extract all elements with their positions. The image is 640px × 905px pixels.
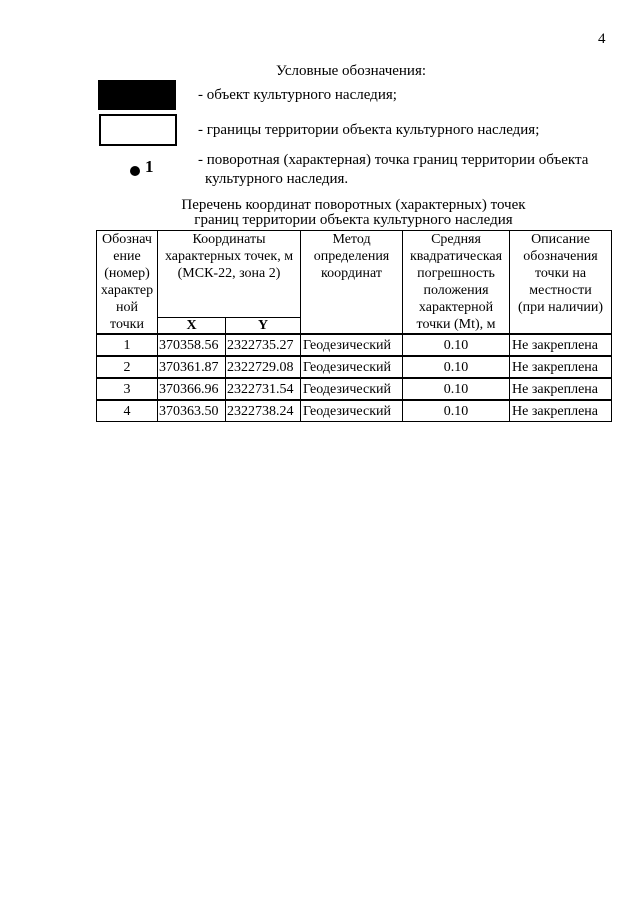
header-description: Описание обозначения точки на местности (при наличии) bbox=[510, 231, 612, 335]
cell-method: Геодезический bbox=[301, 400, 403, 422]
cell-x: 370361.87 bbox=[158, 356, 226, 378]
cell-method: Геодезический bbox=[301, 334, 403, 356]
legend-item-turning-point-line1: - поворотная (характерная) точка границ территории объекта bbox=[198, 152, 589, 168]
cell-point-number: 1 bbox=[97, 334, 158, 356]
cell-description: Не закреплена bbox=[510, 400, 612, 422]
legend-item-turning-point bbox=[198, 151, 608, 189]
cell-mt: 0.10 bbox=[403, 378, 510, 400]
table-row bbox=[97, 334, 612, 356]
cell-point-number: 3 bbox=[97, 378, 158, 400]
cell-x: 370363.50 bbox=[158, 400, 226, 422]
header-coordinates: Координаты характерных точек, м (МСК-22, зона 2) bbox=[158, 231, 301, 318]
cell-description: Не закреплена bbox=[510, 356, 612, 378]
cell-x: 370366.96 bbox=[158, 378, 226, 400]
header-x: X bbox=[158, 318, 226, 335]
cell-y: 2322735.27 bbox=[226, 334, 301, 356]
outlined-rectangle-icon bbox=[99, 114, 177, 146]
legend-item-turning-point-line2: культурного наследия. bbox=[205, 171, 349, 187]
table-caption bbox=[96, 198, 611, 228]
header-designation: Обознач ение (номер) характер ной точки bbox=[97, 231, 158, 335]
cell-method: Геодезический bbox=[301, 356, 403, 378]
table-caption-line1: Перечень координат поворотных (характерных) точек bbox=[181, 197, 526, 213]
header-error: Средняя квадратическая погрешность положения характерной точки (Mt), м bbox=[403, 231, 510, 335]
cell-y: 2322731.54 bbox=[226, 378, 301, 400]
cell-point-number: 4 bbox=[97, 400, 158, 422]
point-dot-icon bbox=[130, 166, 140, 176]
cell-mt: 0.10 bbox=[403, 334, 510, 356]
table-row bbox=[97, 356, 612, 378]
filled-rectangle-icon bbox=[98, 80, 176, 110]
header-method: Метод определения координат bbox=[301, 231, 403, 335]
coordinates-table bbox=[96, 230, 612, 422]
page-number: 4 bbox=[598, 31, 606, 47]
table-caption-line2: границ территории объекта культурного наследия bbox=[194, 212, 513, 228]
cell-y: 2322738.24 bbox=[226, 400, 301, 422]
cell-mt: 0.10 bbox=[403, 400, 510, 422]
cell-y: 2322729.08 bbox=[226, 356, 301, 378]
legend-title: Условные обозначения: bbox=[276, 63, 427, 79]
cell-description: Не закреплена bbox=[510, 378, 612, 400]
cell-method: Геодезический bbox=[301, 378, 403, 400]
point-marker-label: 1 bbox=[145, 157, 154, 176]
table-row bbox=[97, 378, 612, 400]
table-row bbox=[97, 400, 612, 422]
legend-item-territory-boundary: - границы территории объекта культурного наследия; bbox=[198, 122, 540, 138]
legend-item-heritage-object: - объект культурного наследия; bbox=[198, 87, 397, 103]
cell-mt: 0.10 bbox=[403, 356, 510, 378]
cell-point-number: 2 bbox=[97, 356, 158, 378]
cell-description: Не закреплена bbox=[510, 334, 612, 356]
header-y: Y bbox=[226, 318, 301, 335]
cell-x: 370358.56 bbox=[158, 334, 226, 356]
